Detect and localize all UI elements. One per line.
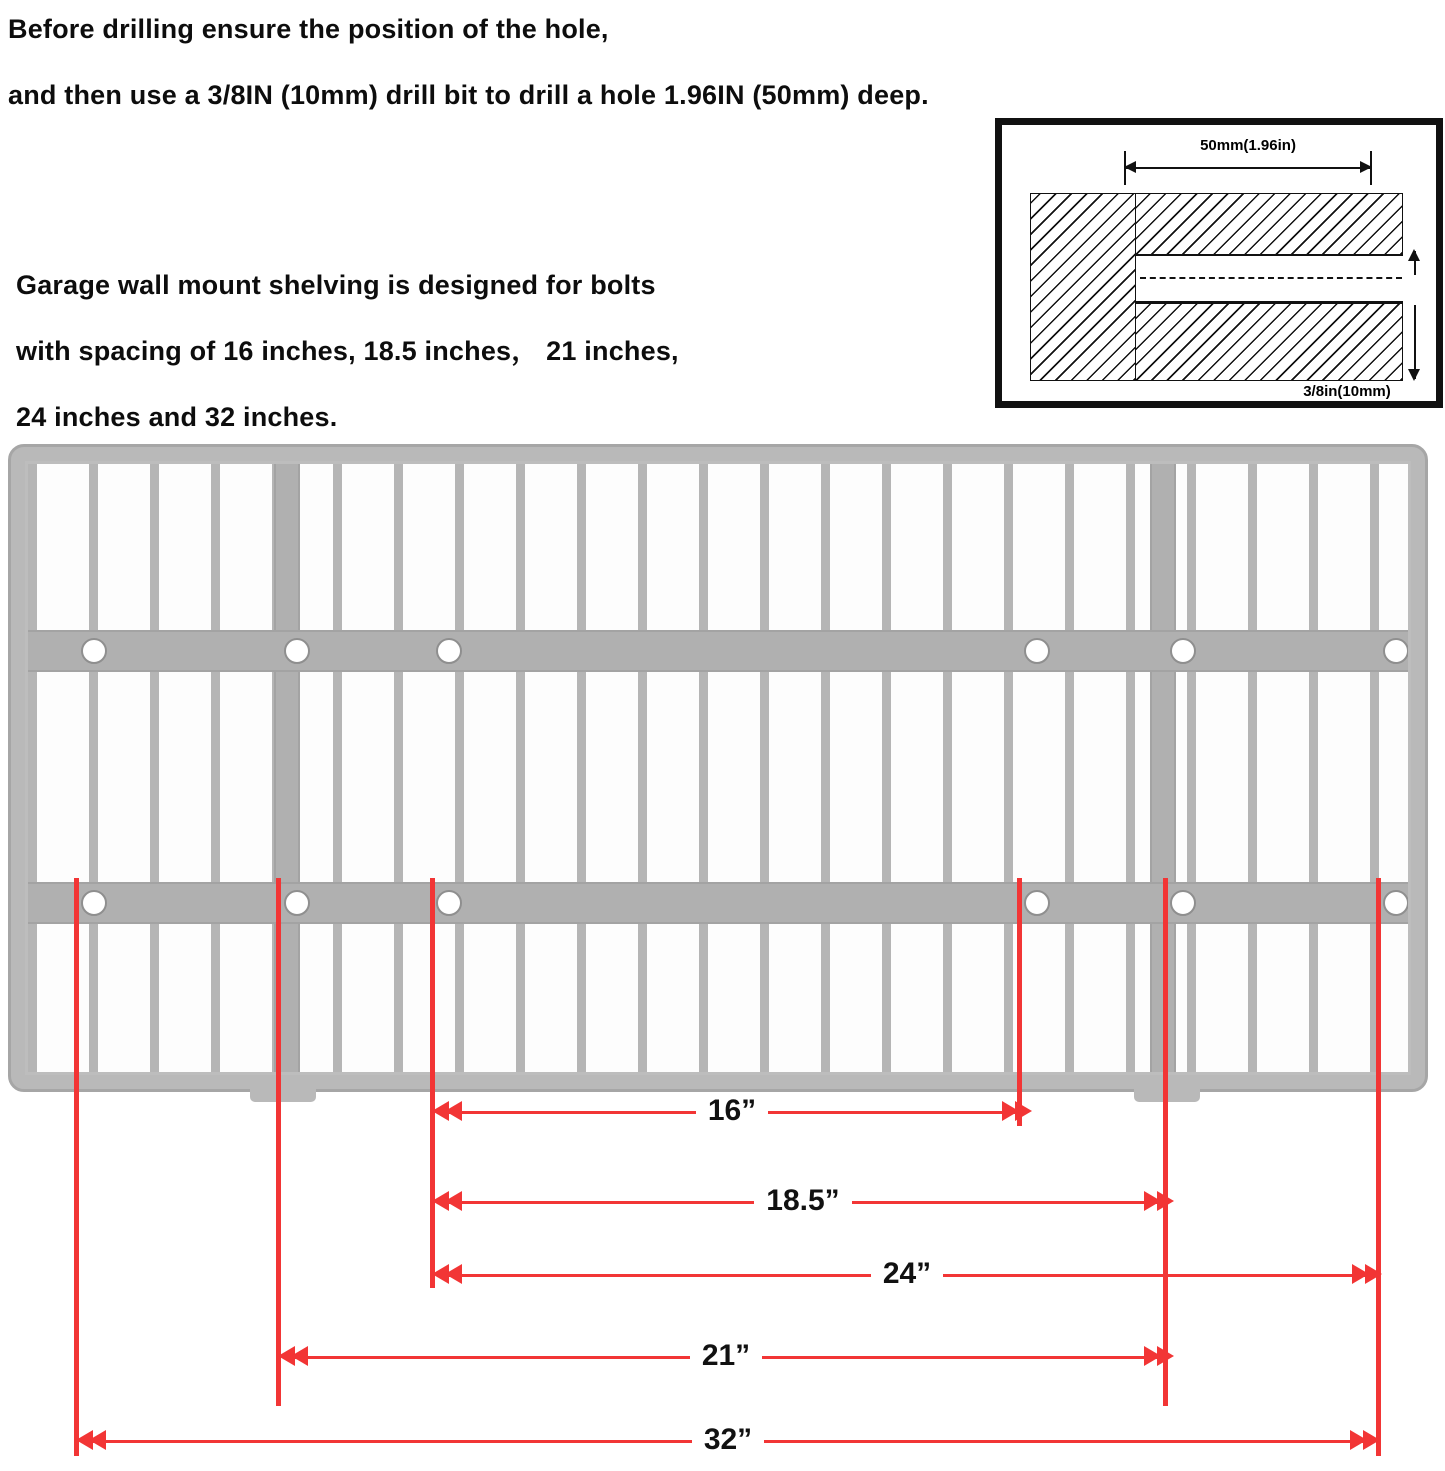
mounting-hole [436, 890, 462, 916]
dimension-16in [432, 1095, 1032, 1129]
diameter-dimension-gap [1404, 275, 1428, 305]
depth-dimension-line [1124, 167, 1372, 169]
mounting-hole [1170, 890, 1196, 916]
hole-depth-dimension [1120, 137, 1376, 179]
drilling-instruction-text [8, 0, 1388, 128]
hole-diameter-label: 3/8in(10mm) [1303, 383, 1391, 400]
mounting-hole [81, 890, 107, 916]
mounting-hole [1024, 890, 1050, 916]
hole-depth-label: 50mm(1.96in) [1200, 137, 1296, 154]
mounting-hole [1383, 638, 1409, 664]
mounting-hole [436, 638, 462, 664]
mounting-hole [284, 890, 310, 916]
drill-hole-detail-diagram [995, 118, 1443, 408]
mounting-hole [1024, 638, 1050, 664]
panel-frame [8, 444, 1428, 1092]
panel-inner [25, 461, 1411, 1075]
dimension-24in [432, 1258, 1382, 1292]
dimension-label: 21” [278, 1339, 1174, 1373]
extension-line-hole-1 [74, 878, 79, 1456]
dimension-21in [278, 1340, 1174, 1374]
wall-hatch-above-hole [1135, 193, 1403, 255]
instruction-line: with spacing of 16 inches, 18.5 inches， 21 inches, [16, 336, 679, 366]
panel-grid [28, 464, 1408, 1072]
diameter-dimension-line [1414, 251, 1416, 379]
instruction-line: Garage wall mount shelving is designed for bolts [16, 270, 656, 300]
mounting-rail-lower [28, 882, 1408, 924]
mounting-hole [284, 638, 310, 664]
dimension-32in [76, 1424, 1380, 1458]
arrow-up-icon [1408, 249, 1420, 261]
extension-line-hole-3 [430, 878, 435, 1288]
mounting-hole [81, 638, 107, 664]
wall-hatch-below-hole [1135, 303, 1403, 381]
dimension-label: 16” [432, 1094, 1032, 1128]
dimension-label: 32” [76, 1423, 1380, 1457]
mounting-hole [1383, 890, 1409, 916]
arrow-down-icon [1408, 369, 1420, 381]
extension-line-hole-6 [1376, 878, 1381, 1456]
dimension-18-5in [432, 1185, 1174, 1219]
extension-line-hole-4 [1017, 878, 1022, 1126]
extension-line-hole-2 [276, 878, 281, 1406]
instruction-line: 24 inches and 32 inches. [16, 402, 338, 432]
instruction-line: Before drilling ensure the position of the hole, [8, 14, 609, 44]
panel-tab-left [250, 1088, 316, 1102]
extension-line-hole-5 [1163, 878, 1168, 1406]
dimension-label: 24” [432, 1257, 1382, 1291]
hole-edge-bottom [1135, 301, 1403, 303]
wall-hatch-left [1030, 193, 1136, 381]
mounting-rail-upper [28, 630, 1408, 672]
hole-edge-top [1135, 254, 1403, 256]
dimension-label: 18.5” [432, 1184, 1174, 1218]
bolt-spacing-instruction-text [16, 252, 976, 450]
hole-centerline [1140, 277, 1402, 279]
hole-diameter-dimension [1406, 251, 1424, 379]
instruction-line: and then use a 3/8IN (10mm) drill bit to drill a hole 1.96IN (50mm) deep. [8, 80, 929, 110]
arrow-right-icon [1360, 161, 1372, 173]
arrow-left-icon [1124, 161, 1136, 173]
shelf-panel-diagram [8, 444, 1428, 1092]
mounting-hole [1170, 638, 1196, 664]
